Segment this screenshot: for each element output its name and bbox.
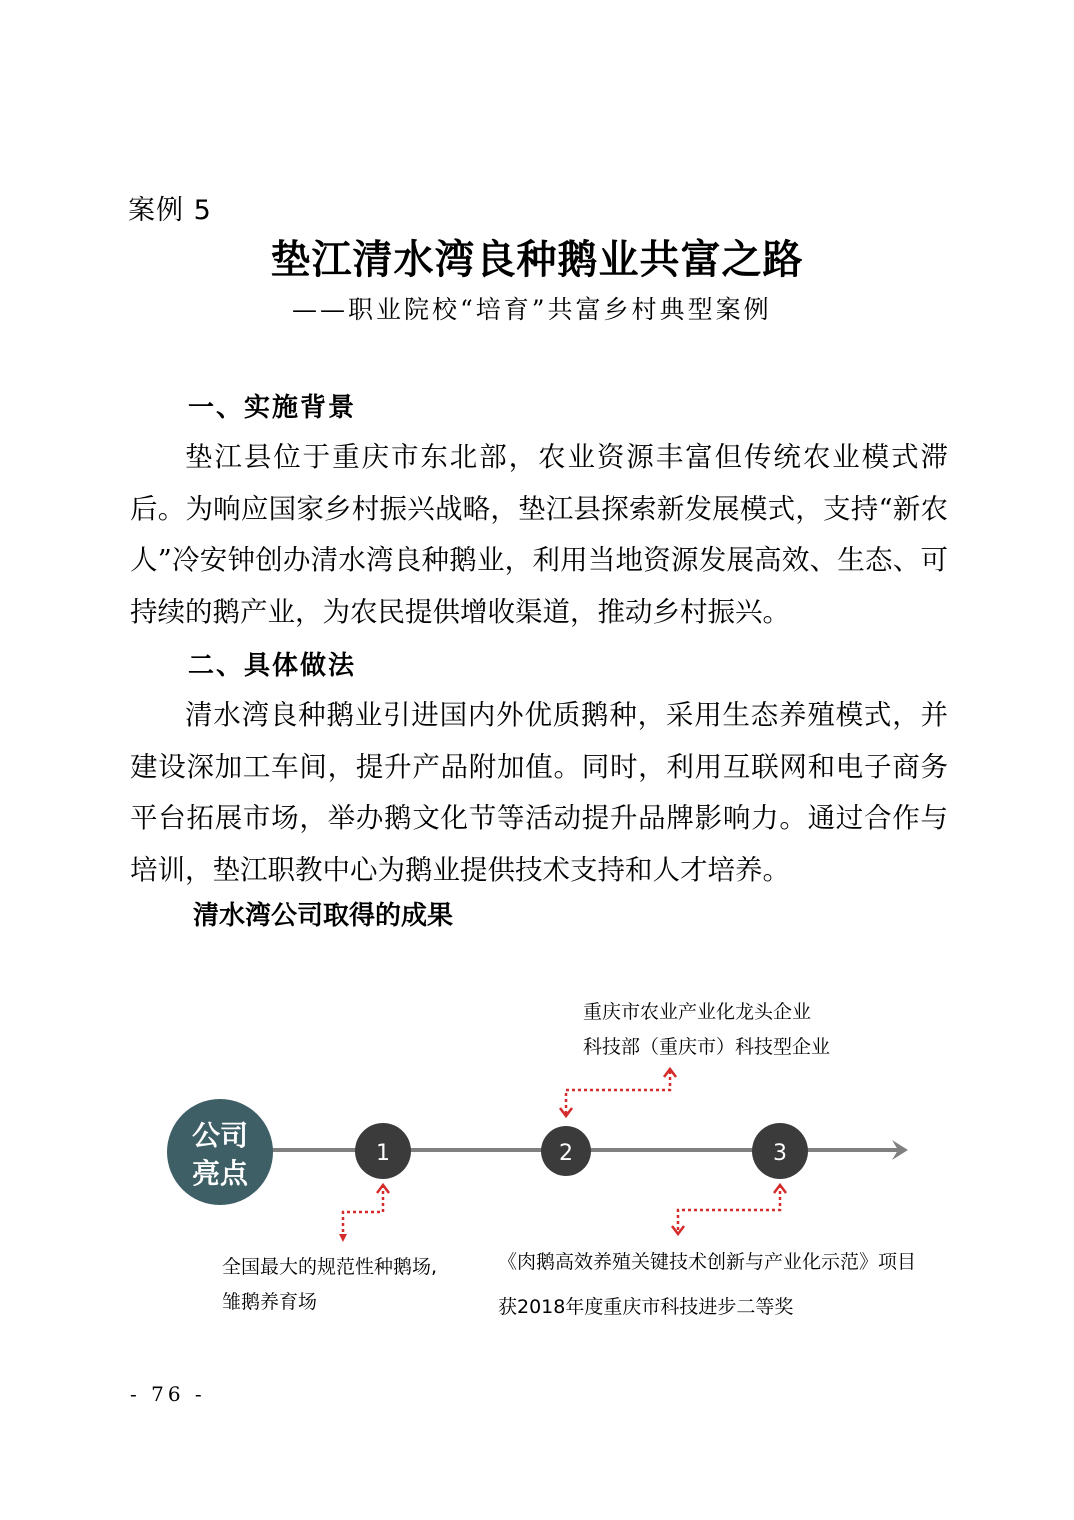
hub-label-line2: 亮点 [191,1157,249,1190]
document-subtitle: ——职业院校“培育”共富乡村典型案例 [292,295,772,324]
annotation-node-1-line1: 全国最大的规范性种鹅场, [222,1256,438,1278]
annotation-node-2-line2: 科技部（重庆市）科技型企业 [583,1036,831,1058]
annotation-node-1 [222,1250,437,1320]
section-heading-background: 一、实施背景 [188,393,357,423]
annotation-node-3 [498,1240,916,1330]
annotation-node-3-line2: 获2018年度重庆市科技进步二等奖 [498,1296,794,1318]
annotation-node-2-line1: 重庆市农业产业化龙头企业 [583,1001,812,1023]
annotation-node-2 [583,995,830,1065]
annotation-node-3-line1: 《肉鹅高效养殖关键技术创新与产业化示范》项目 [498,1251,917,1273]
node-3-label: 3 [773,1141,787,1166]
figure-title: 清水湾公司取得的成果 [193,901,454,931]
annotation-node-1-line2: 雏鹅养育场 [222,1291,318,1313]
node-2-label: 2 [559,1141,573,1166]
section-paragraph-practice: 清水湾良种鹅业引进国内外优质鹅种，采用生态养殖模式，并建设深加工车间，提升产品附加值。同时，利用互联网和电子商务平台拓展市场，举办鹅文化节等活动提升品牌影响力。通过合作与培训，垫江职教中心为鹅业提供技术支持和人才培养。 [130,699,948,886]
section-heading-practice: 二、具体做法 [188,651,357,681]
node-1-label: 1 [376,1141,390,1166]
case-label: 案例 5 [128,195,212,226]
page-number: - 76 - [130,1382,206,1406]
hub-label-line1: 公司 [191,1119,249,1152]
document-title: 垫江清水湾良种鹅业共富之路 [270,236,804,283]
section-paragraph-background: 垫江县位于重庆市东北部，农业资源丰富但传统农业模式滞后。为响应国家乡村振兴战略，垫江县探索新发展模式，支持“新农人”冷安钟创办清水湾良种鹅业，利用当地资源发展高效、生态、可持续的鹅产业，为农民提供增收渠道，推动乡村振兴。 [130,441,948,628]
connector-node-2 [566,1070,670,1114]
connector-node-3 [678,1185,780,1232]
